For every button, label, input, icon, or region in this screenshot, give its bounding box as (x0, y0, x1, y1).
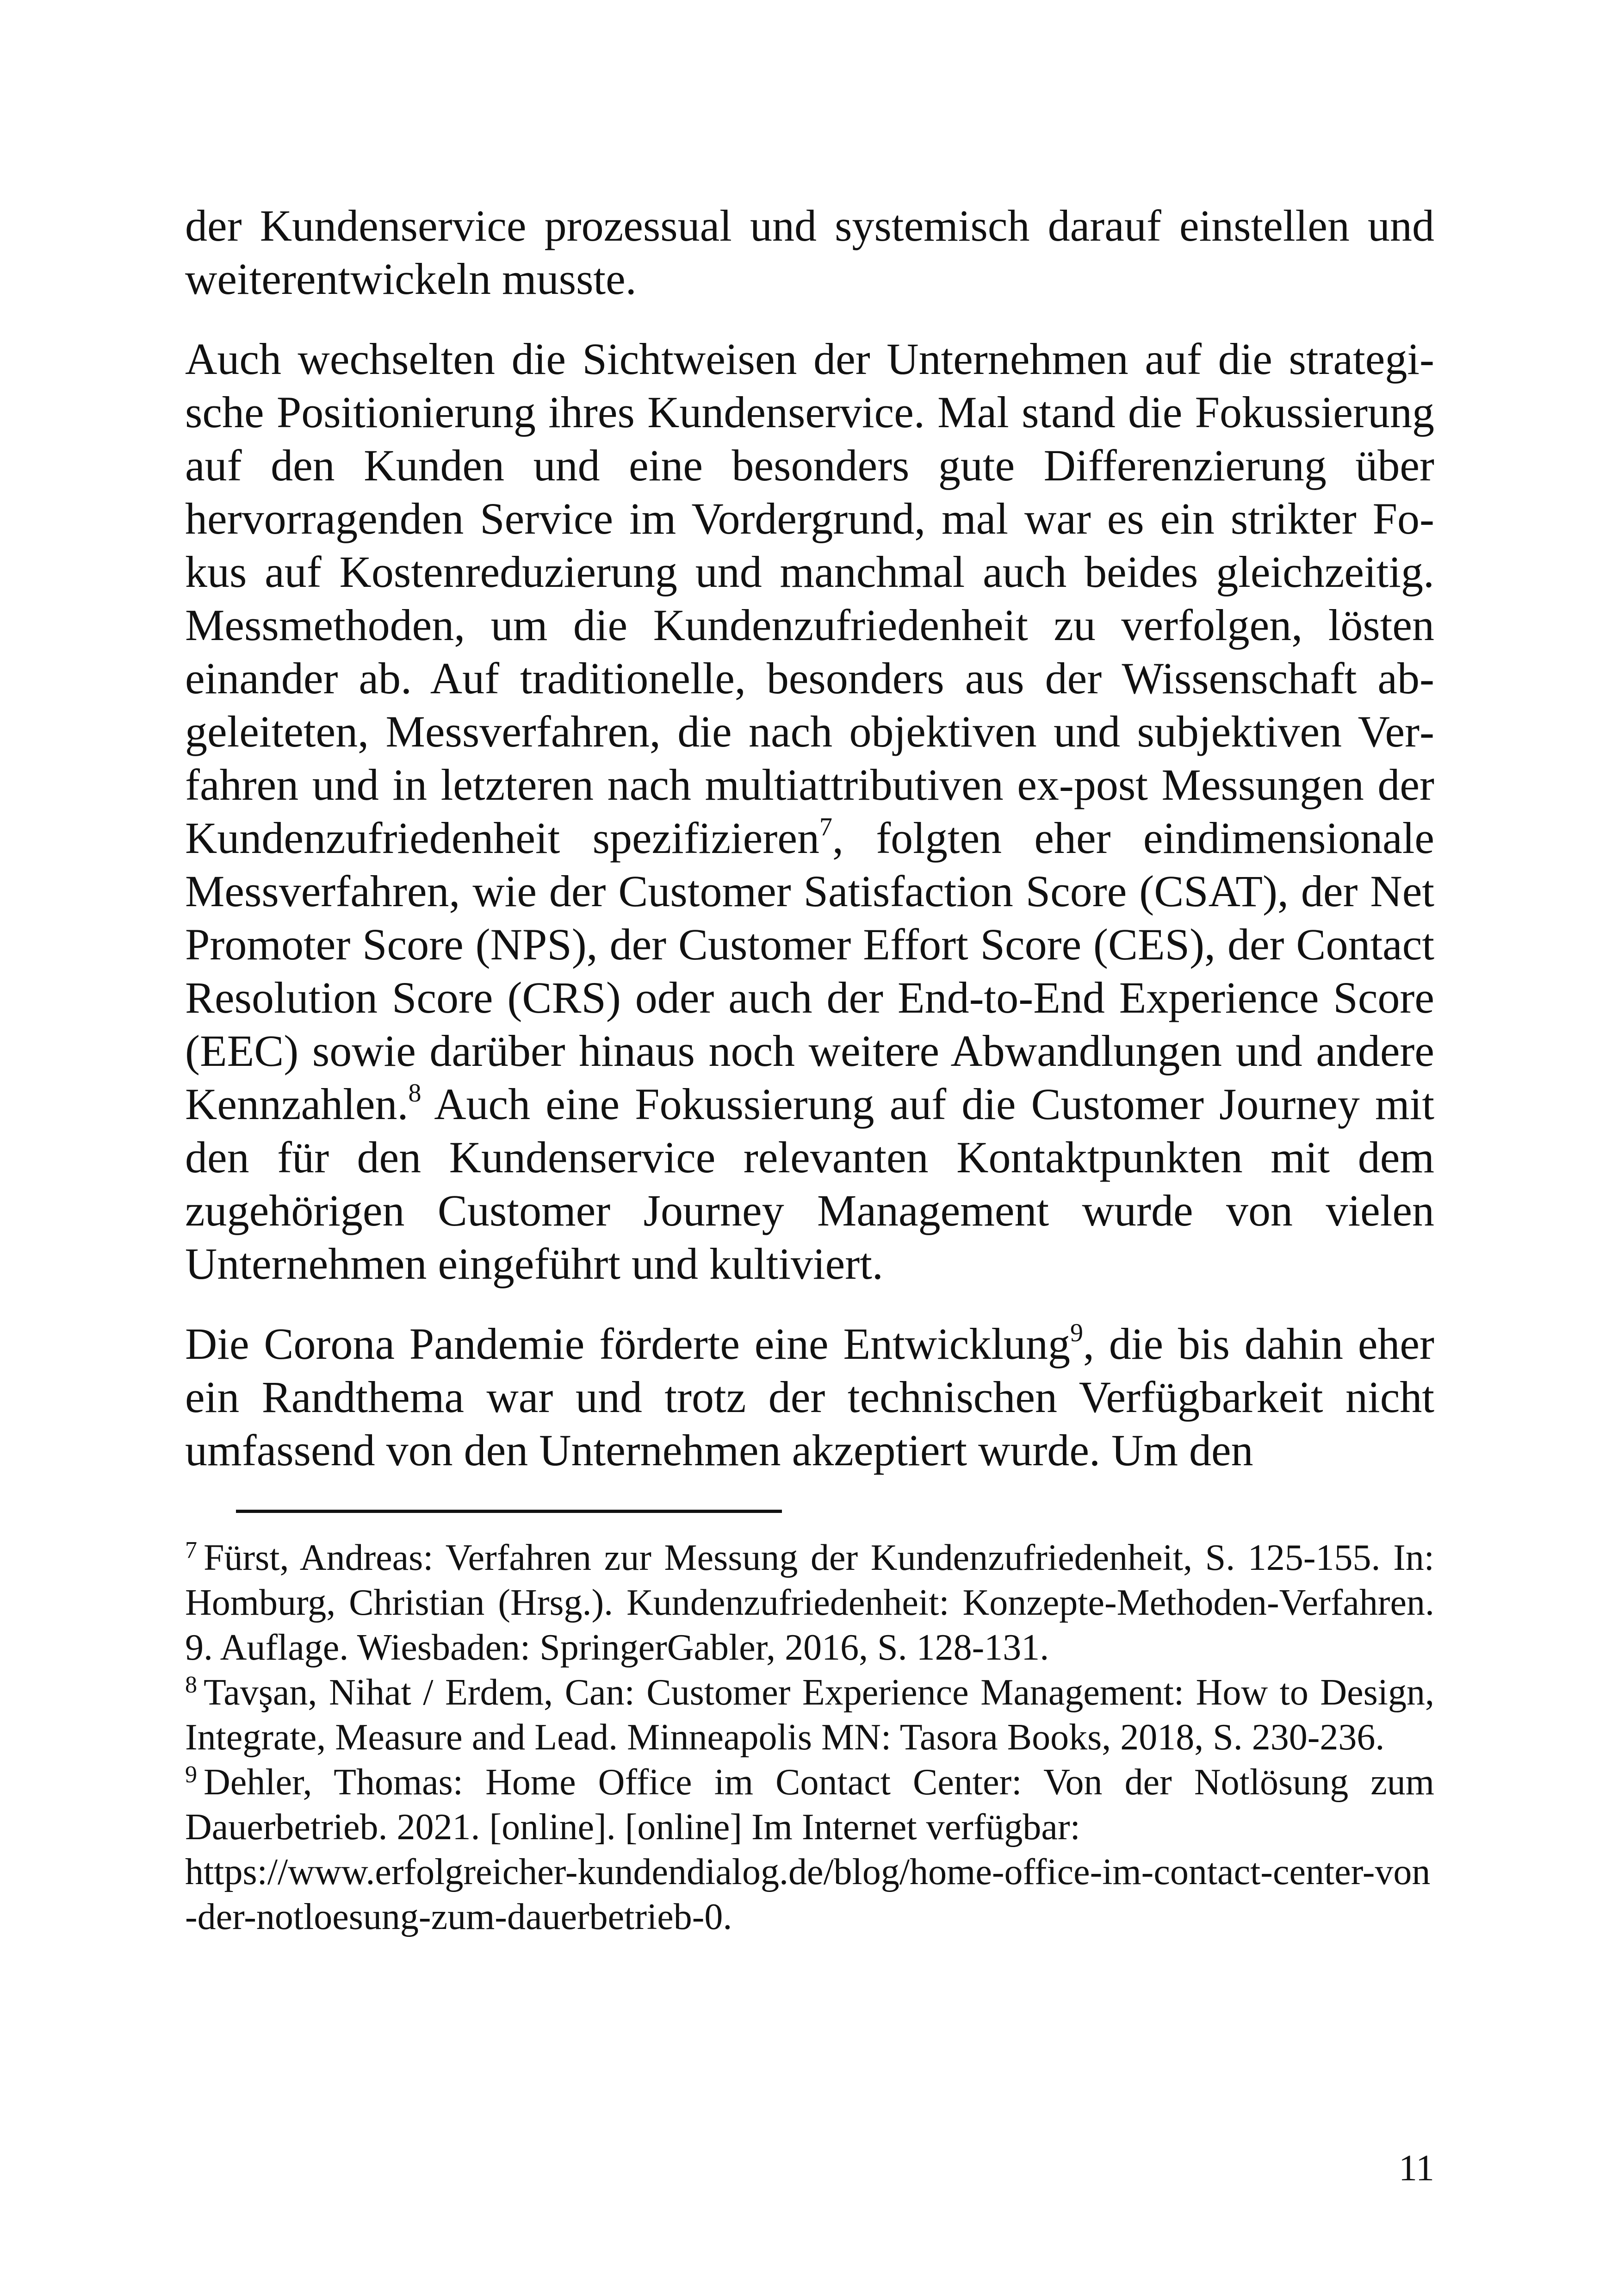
footnote-8 (185, 1670, 1434, 1760)
paragraph-1 (185, 199, 1434, 305)
footnote-text: Fürst, Andreas: Verfahren zur Messung der Kundenzufriedenheit, S. 125-155. In: Homburg, Christian (Hrsg.). Kundenzufriedenheit: Konzepte-Methoden-Verfahren. 9. Auflage. Wiesbaden: SpringerGabler, 2016, S. 128-131. (185, 1537, 1434, 1668)
footnote-ref-7: 7 (819, 813, 832, 841)
paragraph-3-text-b: , die bis dahin eher ein Randthema war und trotz der technischen Verfügbarkeit nicht umfassend von den Unternehmen akzeptiert wurde. Um den (185, 1319, 1435, 1475)
paragraph-3 (185, 1317, 1434, 1477)
footnote-number: 8 (185, 1672, 197, 1698)
body-text (185, 199, 1434, 1504)
paragraph-2-text-a: Auch wechselten die Sichtweisen der Unternehmen auf die strategische Positionierung ihres Kundenservice. Mal stand die Fokussierung auf den Kunden und eine besonders gute Differenzierung über hervorragenden Service im Vordergrund, mal war es ein strikter Fokus auf Kostenreduzierung und manchmal auch beides gleichzeitig. Messmethoden, um die Kundenzufriedenheit zu verfolgen, lösten einander ab. Auf traditionelle, besonders aus der Wissenschaft abgeleiteten, Messverfahren, die nach objektiven und subjektiven Verfahren und in letzteren nach multiattributiven ex-post Messungen der Kundenzufriedenheit spezifizieren (185, 334, 1434, 863)
footnotes (185, 1536, 1434, 1940)
footnote-text: Dehler, Thomas: Home Office im Contact Center: Von der Notlösung zum Dauerbetrieb. 2021. [online]. [online] Im Internet verfügbar: (185, 1762, 1434, 1848)
footnote-number: 7 (185, 1537, 197, 1563)
footnote-ref-8: 8 (408, 1079, 422, 1108)
footnote-ref-9: 9 (1070, 1319, 1084, 1347)
paragraph-2-text-c: Auch eine Fokussierung auf die Customer Journey mit den für den Kundenservice relevanten Kontaktpunkten mit dem zugehörigen Customer Journey Management wurde von vielen Unternehmen eingeführt und kultiviert. (185, 1079, 1434, 1288)
paragraph-2 (185, 332, 1434, 1290)
paragraph-1-text: der Kundenservice prozessual und systemisch darauf einstellen und weiterentwickeln musste. (185, 201, 1434, 304)
footnote-number: 9 (185, 1761, 197, 1788)
footnote-9 (185, 1760, 1434, 1850)
paragraph-3-text-a: Die Corona Pandemie förderte eine Entwicklung (185, 1319, 1071, 1369)
page-number: 11 (1398, 2148, 1434, 2189)
footnote-text: Tavşan, Nihat / Erdem, Can: Customer Experience Management: How to Design, Integrate, Measure and Lead. Minneapolis MN: Tasora Books, 2018, S. 230-236. (185, 1672, 1434, 1758)
paragraph-2-text-b: , folgten eher eindimensionale Messverfahren, wie der Customer Satisfaction Score (CSAT), der Net Promoter Score (NPS), der Customer Effort Score (CES), der Contact Resolution Score (CRS) oder auch der End-to-End Experience Score (EEC) sowie darüber hinaus noch weitere Abwandlungen und andere Kennzahlen. (185, 813, 1435, 1129)
footnote-separator (236, 1510, 782, 1513)
footnote-7 (185, 1536, 1434, 1670)
footnote-9-url[interactable]: https://www.erfolgreicher-kundendialog.de/blog/home-office-im-contact-center-von-der-notloesung-zum-dauerbetrieb-0. (185, 1852, 1431, 1937)
